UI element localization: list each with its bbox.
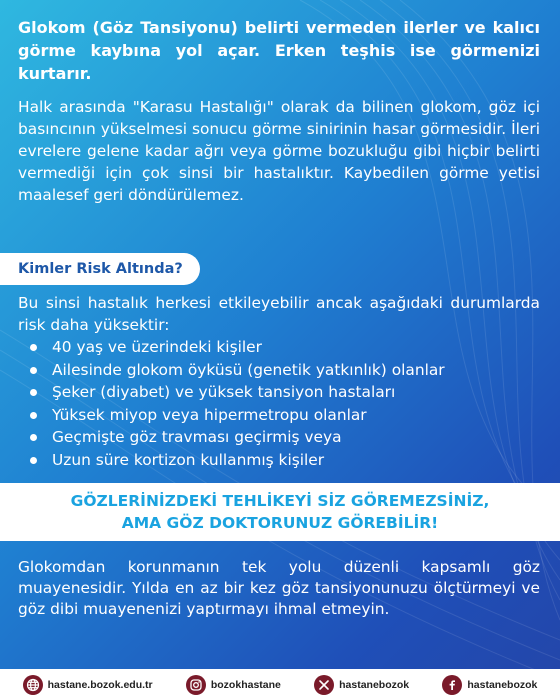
bullet-icon — [30, 457, 37, 464]
x-icon — [314, 675, 334, 695]
footer-facebook-link[interactable] — [442, 675, 537, 695]
risk-section-title: Kimler Risk Altında? — [0, 253, 200, 285]
list-item: Şeker (diyabet) ve yüksek tansiyon hastaları — [24, 381, 534, 404]
facebook-icon — [442, 675, 462, 695]
risk-lead-text: Bu sinsi hastalık herkesi etkileyebilir ancak aşağıdaki durumlarda risk daha yüksektir: — [18, 294, 540, 334]
bullet-icon — [30, 389, 37, 396]
banner-line-1: GÖZLERİNİZDEKİ TEHLİKEYİ SİZ GÖREMEZSİNİZ, — [70, 492, 490, 510]
footer-instagram-link[interactable] — [186, 675, 281, 695]
footer-x-link[interactable] — [314, 675, 409, 695]
list-item: Ailesinde glokom öyküsü (genetik yatkınlık) olanlar — [24, 359, 534, 382]
globe-icon — [23, 675, 43, 695]
footer-website-label: hastane.bozok.edu.tr — [47, 678, 153, 691]
bullet-icon — [30, 367, 37, 374]
footer-instagram-label: bozokhastane — [210, 678, 281, 691]
footer-facebook-label: hastanebozok — [467, 678, 538, 691]
list-item: Uzun süre kortizon kullanmış kişiler — [24, 449, 534, 472]
list-item: Yüksek miyop veya hipermetropu olanlar — [24, 404, 534, 427]
footer-website-link[interactable] — [23, 675, 153, 695]
bullet-icon — [30, 434, 37, 441]
intro-body: Halk arasında "Karasu Hastalığı" olarak da bilinen glokom, göz içi basıncının yükselmesi sonucu görme sinirinin hasar görmesidir. İleri evrelere gelene kadar ağrı veya görme bozukluğu gibi hiçbir belirti vermediği için çok sinsi bir hastalıktır. Kaybedilen görme yetisi maalesef geri döndürülemez. — [18, 98, 540, 204]
footer-x-label: hastanebozok — [339, 678, 410, 691]
bullet-icon — [30, 344, 37, 351]
footer-social-bar — [0, 669, 560, 700]
list-item: Geçmişte göz travması geçirmiş veya — [24, 426, 534, 449]
risk-list — [24, 336, 534, 472]
banner-line-2: AMA GÖZ DOKTORUNUZ GÖREBİLİR! — [121, 514, 439, 532]
bullet-icon — [30, 412, 37, 419]
warning-banner — [0, 483, 560, 541]
instagram-icon — [186, 675, 206, 695]
list-item: 40 yaş ve üzerindeki kişiler — [24, 336, 534, 359]
intro-headline: Glokom (Göz Tansiyonu) belirti vermeden ilerler ve kalıcı görme kaybına yol açar. Erken teşhis ise görmenizi kurtarır. — [18, 18, 540, 83]
outro-text: Glokomdan korunmanın tek yolu düzenli kapsamlı göz muayenesidir. Yılda en az bir kez göz tansiyonunuzu ölçtürmeyi ve göz dibi muayenenizi yaptırmayı ihmal etmeyin. — [18, 558, 540, 618]
